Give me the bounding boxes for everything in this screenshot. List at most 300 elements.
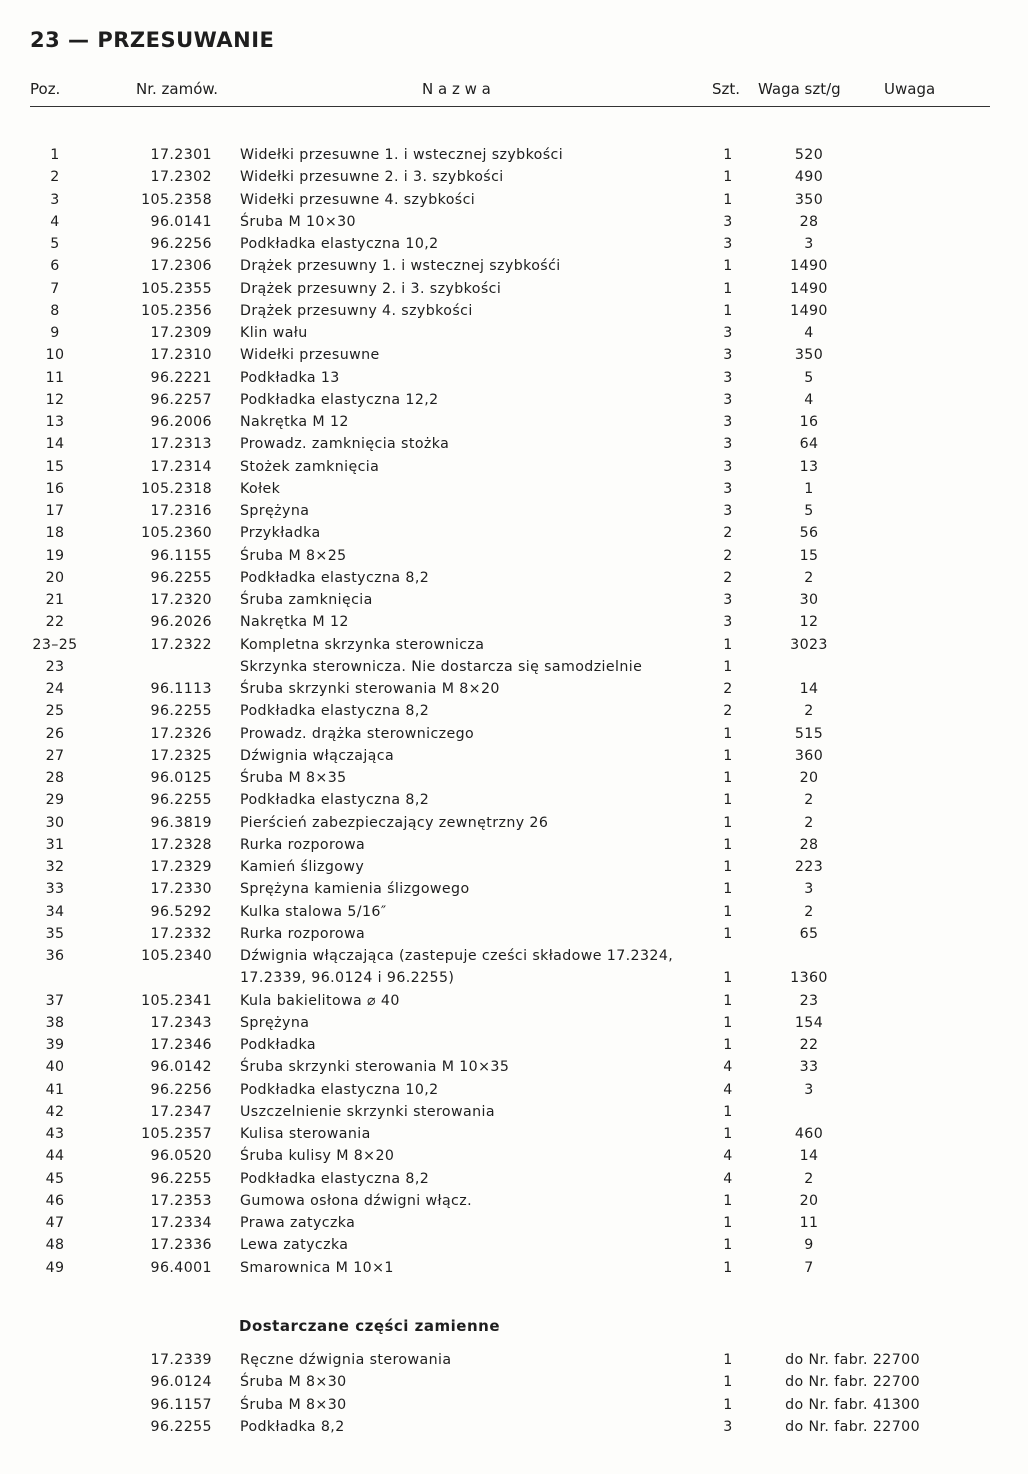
table-row (0, 792, 1028, 814)
name-cell: Nakrętka M 12 (240, 414, 349, 430)
weight-cell: 56 (799, 525, 819, 542)
order-number-cell: 105.2356 (141, 302, 212, 319)
weight-cell: 515 (794, 725, 824, 742)
weight-cell: 1 (804, 480, 814, 497)
pos-cell: 21 (45, 592, 65, 608)
table-row (0, 837, 1028, 859)
pos-cell: 41 (45, 1081, 65, 1098)
quantity-cell: 3 (723, 414, 733, 430)
name-cell: Kamień ślizgowy (240, 859, 365, 875)
order-number-cell: 17.2314 (150, 458, 212, 475)
weight-cell: 16 (799, 414, 819, 430)
pos-cell: 26 (45, 725, 65, 742)
quantity-cell: 3 (723, 347, 733, 364)
table-row (0, 926, 1028, 948)
order-number-cell: 96.3819 (150, 814, 212, 831)
quantity-cell: 1 (723, 1192, 733, 1209)
quantity-cell: 1 (723, 747, 733, 764)
table-row (0, 859, 1028, 881)
order-number-cell: 105.2360 (141, 525, 212, 542)
quantity-cell: 1 (723, 1374, 733, 1391)
header-qty: Szt. (712, 80, 741, 98)
weight-cell: 5 (804, 503, 814, 519)
quantity-cell: 1 (723, 1126, 733, 1142)
spare-row (0, 1352, 1028, 1374)
order-number-cell: 96.0124 (150, 1374, 212, 1391)
weight-cell: 11 (799, 1215, 819, 1231)
table-row (0, 681, 1028, 703)
name-cell: Podkładka 8,2 (240, 1418, 345, 1435)
table-row (0, 948, 1028, 970)
quantity-cell: 1 (723, 903, 733, 920)
quantity-cell: 4 (723, 1059, 733, 1076)
pos-cell: 22 (45, 614, 65, 631)
pos-cell: 16 (45, 480, 65, 497)
table-row (0, 592, 1028, 614)
quantity-cell: 4 (723, 1081, 733, 1098)
weight-cell: 2 (804, 903, 814, 920)
quantity-cell: 1 (723, 169, 733, 186)
weight-cell: 4 (804, 325, 814, 341)
pos-cell: 49 (45, 1259, 65, 1276)
pos-cell: 33 (45, 881, 65, 898)
header-weight: Waga szt/g (758, 80, 841, 98)
name-cell: Sprężyna (240, 503, 310, 519)
name-cell: Kulisa sterowania (240, 1126, 371, 1142)
name-cell: Kołek (240, 480, 281, 497)
weight-cell: 3 (804, 1081, 814, 1098)
table-row (0, 614, 1028, 636)
weight-cell: 65 (799, 925, 819, 942)
order-number-cell: 17.2353 (150, 1192, 212, 1209)
pos-cell: 37 (45, 992, 65, 1009)
name-cell: Śruba M 8×25 (240, 547, 347, 564)
name-cell: Sprężyna kamienia ślizgowego (240, 881, 470, 898)
note-cell: do Nr. fabr. 22700 (785, 1374, 920, 1391)
pos-cell: 19 (45, 547, 65, 564)
spare-row (0, 1397, 1028, 1419)
table-row (0, 392, 1028, 414)
order-number-cell: 17.2306 (150, 258, 212, 275)
table-row (0, 1193, 1028, 1215)
name-cell: Śruba zamknięcia (240, 592, 373, 608)
quantity-cell: 3 (723, 213, 733, 230)
name-cell: Drążek przesuwny 1. i wstecznej szybkośći (240, 258, 561, 275)
quantity-cell: 2 (723, 525, 733, 542)
pos-cell: 10 (45, 347, 65, 364)
quantity-cell: 3 (723, 458, 733, 475)
order-number-cell: 17.2310 (150, 347, 212, 364)
name-cell: Drążek przesuwny 2. i 3. szybkości (240, 280, 502, 297)
name-cell: Drążek przesuwny 4. szybkości (240, 302, 473, 319)
order-number-cell: 96.2256 (150, 1081, 212, 1098)
order-number-cell: 17.2329 (150, 859, 212, 875)
quantity-cell: 1 (723, 1352, 733, 1368)
order-number-cell: 96.0142 (150, 1059, 212, 1076)
order-number-cell: 96.4001 (150, 1259, 212, 1276)
pos-cell: 13 (45, 414, 65, 430)
quantity-cell: 3 (723, 369, 733, 386)
pos-cell: 28 (45, 770, 65, 786)
order-number-cell: 105.2358 (141, 191, 212, 208)
name-cell: Smarownica M 10×1 (240, 1259, 394, 1276)
weight-cell: 460 (794, 1126, 824, 1142)
quantity-cell: 1 (723, 970, 733, 987)
name-cell: Kompletna skrzynka sterownicza (240, 636, 485, 653)
table-row (0, 214, 1028, 236)
quantity-cell: 1 (723, 1014, 733, 1031)
quantity-cell: 3 (723, 236, 733, 252)
pos-cell: 35 (45, 925, 65, 942)
order-number-cell: 96.2255 (150, 703, 212, 720)
quantity-cell: 3 (723, 503, 733, 519)
table-row (0, 726, 1028, 748)
order-number-cell: 96.1113 (150, 681, 212, 697)
order-number-cell: 96.5292 (150, 903, 212, 920)
weight-cell: 2 (804, 569, 814, 586)
order-number-cell: 96.2255 (150, 1418, 212, 1435)
header-nr: Nr. zamów. (136, 80, 219, 98)
quantity-cell: 3 (723, 480, 733, 497)
quantity-cell: 2 (723, 681, 733, 697)
pos-cell: 9 (50, 325, 60, 341)
pos-cell: 38 (45, 1014, 65, 1031)
order-number-cell: 17.2326 (150, 725, 212, 742)
weight-cell: 13 (799, 458, 819, 475)
table-row (0, 281, 1028, 303)
name-cell: Widełki przesuwne 2. i 3. szybkości (240, 169, 504, 186)
table-row (0, 659, 1028, 681)
pos-cell: 7 (50, 280, 60, 297)
table-row (0, 192, 1028, 214)
weight-cell: 1490 (790, 258, 828, 275)
table-row (0, 414, 1028, 436)
weight-cell: 33 (799, 1059, 819, 1076)
pos-cell: 25 (45, 703, 65, 720)
table-row (0, 1148, 1028, 1170)
pos-cell: 5 (50, 236, 60, 252)
table-row (0, 1237, 1028, 1259)
name-cell: Nakrętka M 12 (240, 614, 349, 631)
name-cell: Gumowa osłona dźwigni włącz. (240, 1192, 473, 1209)
weight-cell: 23 (799, 992, 819, 1009)
order-number-cell: 96.0125 (150, 770, 212, 786)
order-number-cell: 17.2332 (150, 925, 212, 942)
name-cell: Śruba skrzynki sterowania M 8×20 (240, 681, 500, 697)
name-cell: Stożek zamknięcia (240, 458, 380, 475)
table-row (0, 1171, 1028, 1193)
weight-cell: 360 (794, 747, 824, 764)
quantity-cell: 3 (723, 592, 733, 608)
name-cell: Klin wału (240, 325, 308, 341)
quantity-cell: 1 (723, 1215, 733, 1231)
name-cell: Dźwignia włączająca (zastepuje cześci składowe 17.2324, (240, 948, 674, 964)
pos-cell: 11 (45, 369, 65, 386)
table-row (0, 459, 1028, 481)
order-number-cell: 96.2221 (150, 369, 212, 386)
table-row (0, 1015, 1028, 1037)
table-row (0, 236, 1028, 258)
pos-cell: 18 (45, 525, 65, 542)
name-cell: Podkładka (240, 1037, 316, 1053)
name-cell: Podkładka elastyczna 8,2 (240, 569, 430, 586)
weight-cell: 7 (804, 1259, 814, 1276)
order-number-cell: 96.2255 (150, 569, 212, 586)
weight-cell: 20 (799, 770, 819, 786)
name-cell: Śruba M 10×30 (240, 213, 356, 230)
pos-cell: 2 (50, 169, 60, 186)
table-row (0, 637, 1028, 659)
quantity-cell: 1 (723, 725, 733, 742)
table-row (0, 147, 1028, 169)
weight-cell: 2 (804, 792, 814, 809)
pos-cell: 17 (45, 503, 65, 519)
name-cell: Rurka rozporowa (240, 836, 366, 853)
order-number-cell: 96.1155 (150, 547, 212, 564)
order-number-cell: 96.0141 (150, 213, 212, 230)
spare-row (0, 1419, 1028, 1441)
pos-cell: 29 (45, 792, 65, 809)
pos-cell: 40 (45, 1059, 65, 1076)
quantity-cell: 1 (723, 280, 733, 297)
weight-cell: 14 (799, 1148, 819, 1165)
pos-cell: 47 (45, 1215, 65, 1231)
weight-cell: 20 (799, 1192, 819, 1209)
weight-cell: 1360 (790, 970, 828, 987)
order-number-cell: 17.2339 (150, 1352, 212, 1368)
order-number-cell: 17.2336 (150, 1237, 212, 1254)
table-row (0, 993, 1028, 1015)
table-row (0, 303, 1028, 325)
table-row (0, 258, 1028, 280)
name-cell: Uszczelnienie skrzynki sterowania (240, 1103, 495, 1120)
order-number-cell: 105.2340 (141, 948, 212, 964)
order-number-cell: 17.2328 (150, 836, 212, 853)
pos-cell: 4 (50, 213, 60, 230)
quantity-cell: 1 (723, 859, 733, 875)
pos-cell: 46 (45, 1192, 65, 1209)
pos-cell: 48 (45, 1237, 65, 1254)
order-number-cell: 96.2255 (150, 1170, 212, 1187)
table-row (0, 570, 1028, 592)
order-number-cell: 96.2026 (150, 614, 212, 631)
quantity-cell: 3 (723, 1418, 733, 1435)
weight-cell: 15 (799, 547, 819, 564)
pos-cell: 8 (50, 302, 60, 319)
weight-cell: 22 (799, 1037, 819, 1053)
quantity-cell: 3 (723, 614, 733, 631)
name-cell: Skrzynka sterownicza. Nie dostarcza się samodzielnie (240, 658, 643, 675)
table-row (0, 815, 1028, 837)
table-row (0, 525, 1028, 547)
order-number-cell: 96.2006 (150, 414, 212, 430)
pos-cell: 45 (45, 1170, 65, 1187)
quantity-cell: 2 (723, 569, 733, 586)
name-cell: Pierścień zabezpieczający zewnętrzny 26 (240, 814, 549, 831)
weight-cell: 350 (794, 191, 824, 208)
name-cell: Dźwignia włączająca (240, 747, 395, 764)
quantity-cell: 1 (723, 258, 733, 275)
pos-cell: 36 (45, 948, 65, 964)
name-cell: Podkładka elastyczna 8,2 (240, 703, 430, 720)
table-row (0, 1037, 1028, 1059)
weight-cell: 3023 (790, 636, 828, 653)
page-title: 23 — PRZESUWANIE (30, 28, 275, 52)
pos-cell: 27 (45, 747, 65, 764)
order-number-cell: 105.2357 (141, 1126, 212, 1142)
order-number-cell: 17.2322 (150, 636, 212, 653)
table-row (0, 881, 1028, 903)
pos-cell: 3 (50, 191, 60, 208)
pos-cell: 14 (45, 436, 65, 453)
header-pos: Poz. (30, 80, 61, 98)
name-cell: Kulka stalowa 5/16″ (240, 903, 387, 920)
header-name: N a z w a (422, 80, 491, 98)
pos-cell: 1 (50, 147, 60, 163)
quantity-cell: 1 (723, 302, 733, 319)
name-cell: 17.2339, 96.0124 i 96.2255) (240, 970, 455, 987)
table-row (0, 1215, 1028, 1237)
order-number-cell: 96.2257 (150, 391, 212, 408)
name-cell: Widełki przesuwne (240, 347, 380, 364)
order-number-cell: 17.2302 (150, 169, 212, 186)
name-cell: Podkładka 13 (240, 369, 340, 386)
order-number-cell: 17.2313 (150, 436, 212, 453)
weight-cell: 14 (799, 681, 819, 697)
pos-cell: 44 (45, 1148, 65, 1165)
weight-cell: 2 (804, 814, 814, 831)
table-row (0, 970, 1028, 992)
name-cell: Ręczne dźwignia sterowania (240, 1352, 452, 1368)
quantity-cell: 3 (723, 325, 733, 341)
quantity-cell: 2 (723, 547, 733, 564)
header-note: Uwaga (884, 80, 936, 98)
table-row (0, 169, 1028, 191)
order-number-cell: 96.2255 (150, 792, 212, 809)
name-cell: Kula bakielitowa ⌀ 40 (240, 992, 400, 1009)
name-cell: Sprężyna (240, 1014, 310, 1031)
name-cell: Lewa zatyczka (240, 1237, 349, 1254)
name-cell: Śruba kulisy M 8×20 (240, 1148, 395, 1165)
quantity-cell: 3 (723, 391, 733, 408)
weight-cell: 490 (794, 169, 824, 186)
quantity-cell: 1 (723, 1037, 733, 1053)
quantity-cell: 1 (723, 881, 733, 898)
order-number-cell: 17.2301 (150, 147, 212, 163)
name-cell: Przykładka (240, 525, 321, 542)
quantity-cell: 1 (723, 1259, 733, 1276)
name-cell: Prowadz. drążka sterowniczego (240, 725, 475, 742)
order-number-cell: 105.2341 (141, 992, 212, 1009)
weight-cell: 5 (804, 369, 814, 386)
quantity-cell: 1 (723, 770, 733, 786)
order-number-cell: 17.2320 (150, 592, 212, 608)
weight-cell: 3 (804, 881, 814, 898)
name-cell: Śruba M 8×30 (240, 1374, 347, 1391)
weight-cell: 1490 (790, 302, 828, 319)
quantity-cell: 1 (723, 636, 733, 653)
table-row (0, 548, 1028, 570)
pos-cell: 31 (45, 836, 65, 853)
table-row (0, 347, 1028, 369)
quantity-cell: 1 (723, 814, 733, 831)
order-number-cell: 17.2347 (150, 1103, 212, 1120)
pos-cell: 20 (45, 569, 65, 586)
spare-row (0, 1374, 1028, 1396)
note-cell: do Nr. fabr. 41300 (785, 1396, 920, 1413)
weight-cell: 2 (804, 1170, 814, 1187)
order-number-cell: 105.2355 (141, 280, 212, 297)
table-row (0, 1082, 1028, 1104)
weight-cell: 30 (799, 592, 819, 608)
table-row (0, 904, 1028, 926)
pos-cell: 43 (45, 1126, 65, 1142)
name-cell: Widełki przesuwne 1. i wstecznej szybkości (240, 147, 564, 163)
pos-cell: 12 (45, 391, 65, 408)
header-divider (30, 106, 990, 107)
weight-cell: 1490 (790, 280, 828, 297)
pos-cell: 23 (45, 658, 65, 675)
quantity-cell: 1 (723, 992, 733, 1009)
order-number-cell: 17.2346 (150, 1037, 212, 1053)
weight-cell: 28 (799, 213, 819, 230)
quantity-cell: 2 (723, 703, 733, 720)
quantity-cell: 1 (723, 1237, 733, 1254)
name-cell: Prowadz. zamknięcia stożka (240, 436, 450, 453)
table-row (0, 1126, 1028, 1148)
pos-cell: 39 (45, 1037, 65, 1053)
table-row (0, 503, 1028, 525)
weight-cell: 223 (794, 859, 824, 875)
name-cell: Podkładka elastyczna 10,2 (240, 236, 439, 252)
table-row (0, 481, 1028, 503)
quantity-cell: 1 (723, 925, 733, 942)
quantity-cell: 1 (723, 147, 733, 163)
pos-cell: 34 (45, 903, 65, 920)
note-cell: do Nr. fabr. 22700 (785, 1352, 920, 1368)
quantity-cell: 1 (723, 191, 733, 208)
order-number-cell: 17.2325 (150, 747, 212, 764)
weight-cell: 3 (804, 236, 814, 252)
order-number-cell: 105.2318 (141, 480, 212, 497)
table-row (0, 748, 1028, 770)
pos-cell: 30 (45, 814, 65, 831)
weight-cell: 350 (794, 347, 824, 364)
order-number-cell: 17.2309 (150, 325, 212, 341)
weight-cell: 9 (804, 1237, 814, 1254)
quantity-cell: 1 (723, 1103, 733, 1120)
weight-cell: 2 (804, 703, 814, 720)
weight-cell: 154 (794, 1014, 824, 1031)
weight-cell: 28 (799, 836, 819, 853)
note-cell: do Nr. fabr. 22700 (785, 1418, 920, 1435)
weight-cell: 12 (799, 614, 819, 631)
order-number-cell: 96.0520 (150, 1148, 212, 1165)
name-cell: Podkładka elastyczna 8,2 (240, 1170, 430, 1187)
table-row (0, 1104, 1028, 1126)
name-cell: Widełki przesuwne 4. szybkości (240, 191, 476, 208)
pos-cell: 32 (45, 859, 65, 875)
quantity-cell: 3 (723, 436, 733, 453)
quantity-cell: 1 (723, 1396, 733, 1413)
table-row (0, 1059, 1028, 1081)
name-cell: Podkładka elastyczna 12,2 (240, 391, 439, 408)
order-number-cell: 17.2334 (150, 1215, 212, 1231)
pos-cell: 42 (45, 1103, 65, 1120)
quantity-cell: 4 (723, 1148, 733, 1165)
order-number-cell: 17.2330 (150, 881, 212, 898)
weight-cell: 520 (794, 147, 824, 163)
